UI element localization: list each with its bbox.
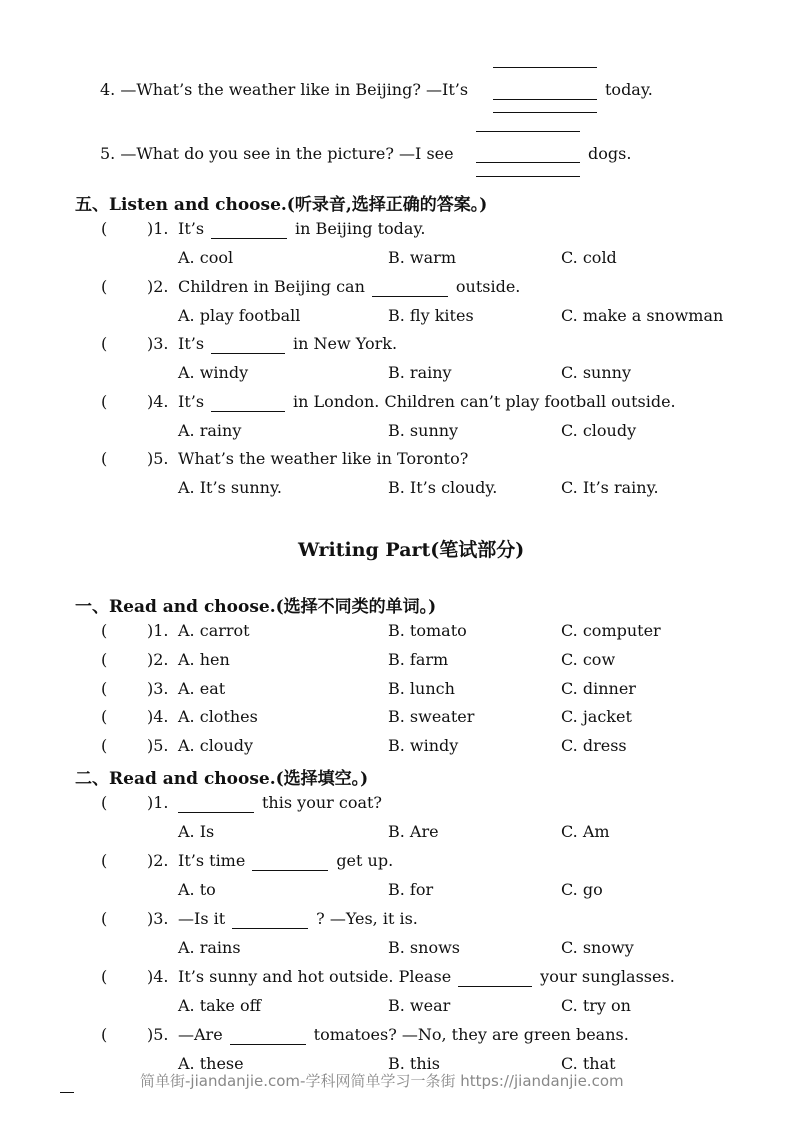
option-a[interactable]: A. rainy (178, 421, 242, 440)
option-c[interactable]: C. dress (561, 736, 627, 755)
answer-blank[interactable] (178, 812, 254, 813)
answer-blank[interactable] (252, 870, 328, 871)
option-a[interactable]: A. to (178, 880, 216, 899)
paren-open: ( (101, 736, 108, 755)
paren-open: ( (101, 679, 108, 698)
option-a[interactable]: A. play football (178, 306, 301, 325)
question-text: What’s the weather like in Toronto? (178, 449, 469, 468)
question-number: )3. (147, 334, 169, 353)
option-a[interactable]: A. cool (178, 248, 234, 267)
option-a[interactable]: A. rains (178, 938, 241, 957)
paren-open: ( (101, 1025, 108, 1044)
paren-open: ( (101, 793, 108, 812)
question-text: ? —Yes, it is. (316, 909, 418, 928)
option-b[interactable]: B. farm (388, 650, 449, 669)
answer-line-top (493, 67, 597, 68)
option-b[interactable]: B. fly kites (388, 306, 474, 325)
paren-open: ( (101, 707, 108, 726)
answer-blank[interactable] (211, 411, 285, 412)
question-text: in London. Children can’t play football outside. (293, 392, 676, 411)
question-number: )1. (147, 621, 169, 640)
option-c[interactable]: C. cow (561, 650, 616, 669)
paren-open: ( (101, 449, 108, 468)
option-b[interactable]: B. rainy (388, 363, 452, 382)
option-a[interactable]: A. clothes (178, 707, 258, 726)
answer-blank[interactable] (493, 99, 597, 100)
question-text: It’s (178, 219, 205, 238)
listening-q5-post: dogs. (588, 144, 632, 163)
answer-blank[interactable] (372, 296, 448, 297)
option-a[interactable]: A. It’s sunny. (178, 478, 282, 497)
option-a[interactable]: A. eat (178, 679, 226, 698)
question-number: )1. (147, 219, 169, 238)
listening-q5-pre: 5. —What do you see in the picture? —I see (100, 144, 454, 163)
question-text: in Beijing today. (295, 219, 426, 238)
answer-line (476, 176, 580, 177)
option-c[interactable]: C. snowy (561, 938, 634, 957)
section-heading: 二、Read and choose.(选择填空。) (75, 769, 369, 789)
question-text: It’s time (178, 851, 246, 870)
option-b[interactable]: B. warm (388, 248, 456, 267)
option-c[interactable]: C. dinner (561, 679, 636, 698)
answer-blank[interactable] (230, 1044, 306, 1045)
question-number: )4. (147, 967, 169, 986)
answer-blank[interactable] (232, 928, 308, 929)
option-c[interactable]: C. go (561, 880, 603, 899)
answer-line (476, 131, 580, 132)
divider (60, 1092, 74, 1093)
question-number: )5. (147, 1025, 169, 1044)
question-text: It’s sunny and hot outside. Please (178, 967, 452, 986)
option-b[interactable]: B. sunny (388, 421, 459, 440)
paren-open: ( (101, 334, 108, 353)
paren-open: ( (101, 967, 108, 986)
option-c[interactable]: C. that (561, 1054, 616, 1073)
answer-blank[interactable] (211, 353, 285, 354)
listening-q4-pre: 4. —What’s the weather like in Beijing? —It’s (100, 80, 469, 99)
answer-line (493, 112, 597, 113)
question-text: in New York. (293, 334, 398, 353)
paren-open: ( (101, 650, 108, 669)
question-number: )5. (147, 449, 169, 468)
option-b[interactable]: B. tomato (388, 621, 467, 640)
question-text: this your coat? (262, 793, 382, 812)
option-b[interactable]: B. snows (388, 938, 460, 957)
paren-open: ( (101, 219, 108, 238)
option-a[interactable]: A. windy (178, 363, 249, 382)
answer-blank[interactable] (476, 162, 580, 163)
option-a[interactable]: A. these (178, 1054, 244, 1073)
section-heading: 一、Read and choose.(选择不同类的单词。) (75, 597, 437, 617)
section-heading: 五、Listen and choose.(听录音,选择正确的答案。) (75, 195, 488, 215)
question-text: It’s (178, 334, 205, 353)
option-a[interactable]: A. hen (178, 650, 230, 669)
option-c[interactable]: C. try on (561, 996, 631, 1015)
question-text: —Are (178, 1025, 223, 1044)
question-number: )3. (147, 679, 169, 698)
question-number: )4. (147, 707, 169, 726)
question-number: )3. (147, 909, 169, 928)
question-text: tomatoes? —No, they are green beans. (313, 1025, 629, 1044)
option-c[interactable]: C. It’s rainy. (561, 478, 659, 497)
question-text: —Is it (178, 909, 226, 928)
question-text: Children in Beijing can (178, 277, 365, 296)
option-b[interactable]: B. wear (388, 996, 451, 1015)
answer-blank[interactable] (458, 986, 532, 987)
paren-open: ( (101, 277, 108, 296)
option-c[interactable]: C. cold (561, 248, 617, 267)
question-number: )1. (147, 793, 169, 812)
option-b[interactable]: B. windy (388, 736, 459, 755)
option-b[interactable]: B. lunch (388, 679, 455, 698)
option-b[interactable]: B. Are (388, 822, 439, 841)
option-b[interactable]: B. this (388, 1054, 440, 1073)
question-number: )2. (147, 851, 169, 870)
question-text: get up. (336, 851, 394, 870)
option-b[interactable]: B. for (388, 880, 434, 899)
paren-open: ( (101, 392, 108, 411)
option-b[interactable]: B. It’s cloudy. (388, 478, 498, 497)
option-c[interactable]: C. sunny (561, 363, 632, 382)
option-c[interactable]: C. computer (561, 621, 661, 640)
question-number: )4. (147, 392, 169, 411)
paren-open: ( (101, 909, 108, 928)
option-c[interactable]: C. Am (561, 822, 610, 841)
question-text: outside. (455, 277, 521, 296)
question-number: )2. (147, 277, 169, 296)
option-a[interactable]: A. carrot (178, 621, 250, 640)
option-c[interactable]: C. jacket (561, 707, 632, 726)
option-a[interactable]: A. take off (178, 996, 261, 1015)
answer-blank[interactable] (211, 238, 287, 239)
option-a[interactable]: A. Is (178, 822, 215, 841)
option-b[interactable]: B. sweater (388, 707, 475, 726)
question-text: It’s (178, 392, 205, 411)
question-number: )2. (147, 650, 169, 669)
option-c[interactable]: C. make a snowman (561, 306, 724, 325)
listening-q4-post: today. (605, 80, 653, 99)
paren-open: ( (101, 851, 108, 870)
paren-open: ( (101, 621, 108, 640)
question-text: your sunglasses. (540, 967, 675, 986)
option-a[interactable]: A. cloudy (178, 736, 254, 755)
watermark: 简单街-jiandanjie.com-学科网简单学习一条街 https://jiandanjie.com (140, 1072, 624, 1090)
page-title: Writing Part(笔试部分) (298, 539, 525, 561)
question-number: )5. (147, 736, 169, 755)
option-c[interactable]: C. cloudy (561, 421, 637, 440)
